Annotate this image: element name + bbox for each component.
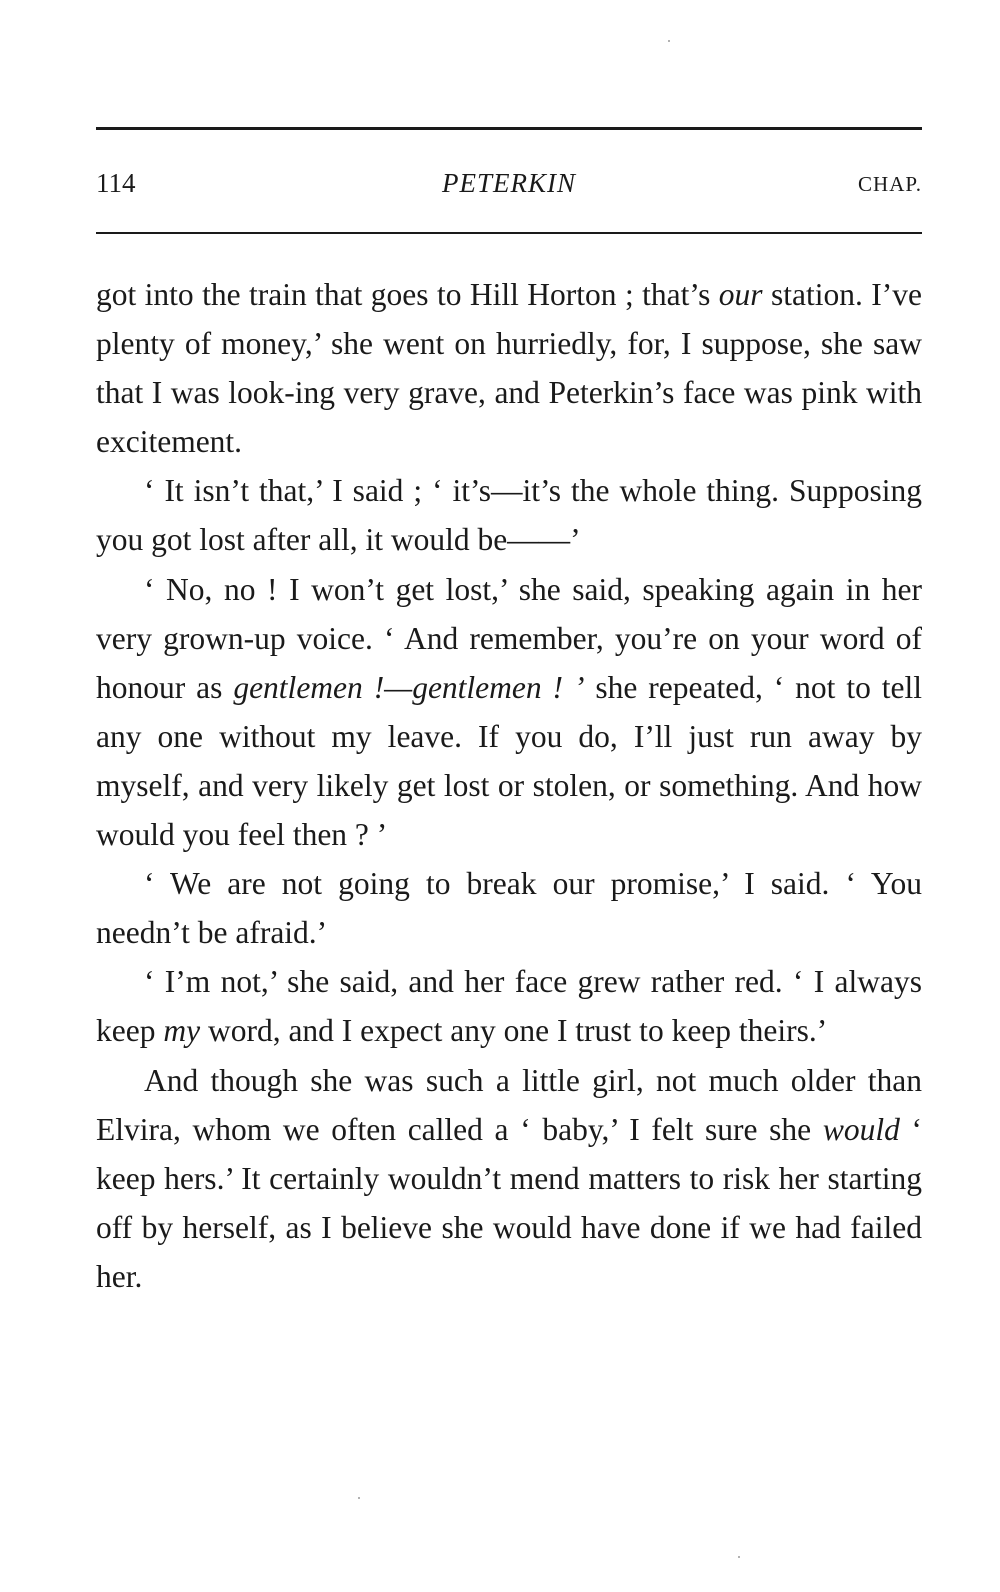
paragraph: ‘ We are not going to break our promise,’ I said. ‘ You needn’t be afraid.’ — [96, 866, 922, 951]
chapter-label: CHAP. — [858, 172, 922, 196]
paragraph: ‘ No, no ! I won’t get lost,’ she said, speaking again in her very grown-up voice. ‘ And remember, you’re on your word of honour as gentlemen !—gentlemen ! ’ she repeated, ‘ not to tell any one without my leave. If you do, I’ll just run away by myself, and very likely get lost or stolen, or something. And how would you feel then ? ’ — [96, 571, 923, 853]
emphasis: would — [822, 1111, 900, 1147]
paragraph: ‘ It isn’t that,’ I said ; ‘ it’s—it’s the whole thing. Supposing you got lost after all, it would be——’ — [96, 473, 922, 558]
paper-speck — [668, 40, 670, 42]
body-text — [96, 270, 922, 1301]
emphasis: gentlemen !—gentlemen ! ’ — [233, 669, 585, 705]
running-title: PETERKIN — [442, 168, 576, 198]
paragraph: ‘ I’m not,’ she said, and her face grew rather red. ‘ I always keep my word, and I expect any one I trust to keep theirs.’ — [96, 964, 922, 1049]
paper-speck — [738, 1556, 740, 1558]
header-bottom-rule — [96, 232, 922, 234]
running-header — [96, 168, 922, 208]
paragraph: And though she was such a little girl, not much older than Elvira, whom we often called a ‘ baby,’ I felt sure she would ‘ keep hers.’ It certainly wouldn’t mend matters to risk her starting off by herself, as I believe she would have done if we had failed her. — [96, 1062, 922, 1294]
emphasis: my — [163, 1013, 201, 1049]
header-top-rule — [96, 127, 922, 130]
emphasis: our — [718, 277, 763, 312]
page-number: 114 — [96, 168, 136, 198]
paper-speck — [358, 1497, 360, 1499]
paragraph: got into the train that goes to Hill Horton ; that’s our station. I’ve plenty of money,’ she went on hurriedly, for, I suppose, she saw that I was look-ing very grave, and Peterkin’s face was pink with excitement. — [96, 277, 922, 460]
